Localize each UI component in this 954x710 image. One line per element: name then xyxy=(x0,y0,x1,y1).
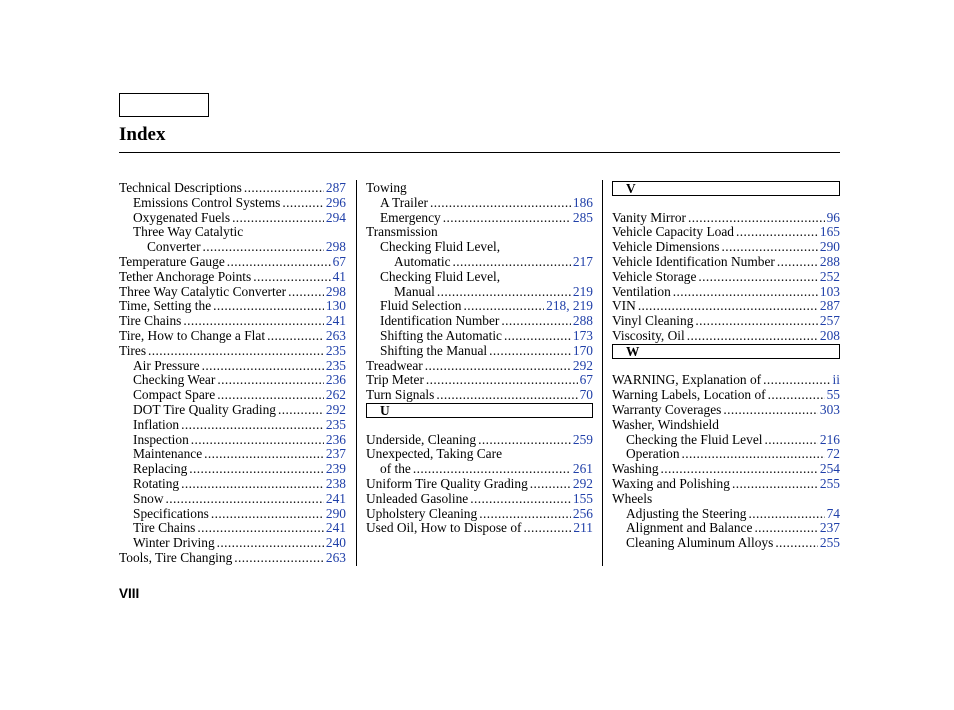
dot-leader xyxy=(775,535,818,550)
dot-leader xyxy=(721,239,817,254)
page-reference-link[interactable]: 290 xyxy=(819,239,840,255)
index-entry[interactable] xyxy=(119,269,346,284)
index-entry-term: Checking Fluid Level, xyxy=(380,239,501,255)
dot-leader xyxy=(523,520,571,535)
letter-header-u xyxy=(366,403,593,418)
index-entry[interactable] xyxy=(147,239,346,254)
dot-leader xyxy=(211,506,324,521)
page-reference-link[interactable]: 165 xyxy=(819,224,840,240)
dot-leader xyxy=(478,432,571,447)
dot-leader xyxy=(768,387,825,402)
index-entry-term: Tools, Tire Changing xyxy=(119,550,233,565)
page-reference-link[interactable]: 155 xyxy=(572,490,593,506)
index-entry[interactable] xyxy=(133,402,346,417)
dot-leader xyxy=(754,520,817,535)
index-entry-term: Tire, How to Change a Flat xyxy=(119,328,266,343)
index-entry-term: Vehicle Capacity Load xyxy=(612,224,734,240)
page-reference-link[interactable]: 219 xyxy=(572,283,593,299)
index-entry-term: Adjusting the Steering xyxy=(626,505,747,521)
page-reference-link[interactable]: 72 xyxy=(826,446,840,462)
page-reference-link[interactable]: 292 xyxy=(572,476,593,491)
index-entry[interactable] xyxy=(133,417,346,432)
index-entry[interactable] xyxy=(626,506,840,521)
index-entry-term: Checking Wear xyxy=(133,372,216,388)
index-entry[interactable] xyxy=(119,343,346,358)
index-entry-term: Tire Chains xyxy=(133,520,196,536)
page-reference-link[interactable]: 255 xyxy=(819,476,840,491)
page-reference-link[interactable]: 218, 219 xyxy=(546,298,593,314)
section-tab-box xyxy=(119,93,209,117)
page-reference-link[interactable]: 287 xyxy=(819,298,840,314)
index-entry[interactable] xyxy=(133,506,346,521)
index-entry-term: Vehicle Dimensions xyxy=(612,239,720,255)
index-entry[interactable] xyxy=(612,224,840,239)
index-entry-term: Fluid Selection xyxy=(380,298,462,314)
dot-leader xyxy=(489,343,571,358)
dot-leader xyxy=(413,461,571,476)
index-entry[interactable] xyxy=(366,506,593,521)
column-divider-1 xyxy=(356,180,357,566)
page-reference-link[interactable]: 216 xyxy=(819,431,840,447)
index-entry-term: Unexpected, Taking Care xyxy=(366,446,503,462)
index-entry-term: Temperature Gauge xyxy=(119,254,225,269)
page-reference-link[interactable]: 173 xyxy=(572,328,593,343)
page-reference-link[interactable]: 256 xyxy=(572,505,593,521)
index-entry[interactable] xyxy=(380,461,593,476)
index-entry-term: Technical Descriptions xyxy=(119,180,242,195)
page-title: Index xyxy=(119,124,166,145)
index-entry-term: Three Way Catalytic Converter xyxy=(119,283,287,299)
index-entry-term: Emissions Control Systems xyxy=(133,194,281,210)
index-entry-term: Vanity Mirror xyxy=(612,209,687,225)
page-reference-link[interactable]: 287 xyxy=(325,180,346,195)
dot-leader xyxy=(777,254,818,269)
index-entry[interactable] xyxy=(380,313,593,328)
page-reference-link[interactable]: 263 xyxy=(325,550,346,565)
dot-leader xyxy=(530,476,571,491)
index-entry[interactable] xyxy=(133,535,346,550)
page-reference-link[interactable]: 70 xyxy=(579,387,593,403)
dot-leader xyxy=(470,491,571,506)
index-entry-term: Used Oil, How to Dispose of xyxy=(366,520,522,536)
dot-leader xyxy=(698,269,818,284)
dot-leader xyxy=(453,254,571,269)
page-reference-link[interactable]: 298 xyxy=(325,239,346,255)
dot-leader xyxy=(183,313,324,328)
dot-leader xyxy=(203,239,324,254)
dot-leader xyxy=(764,432,817,447)
index-entry-term: Vehicle Identification Number xyxy=(612,254,775,269)
page-reference-link[interactable]: 186 xyxy=(572,194,593,210)
letter-header-label: V xyxy=(626,181,636,196)
index-entry[interactable] xyxy=(366,491,593,506)
page-reference-link[interactable]: 290 xyxy=(325,505,346,521)
index-entry-term: Tether Anchorage Points xyxy=(119,268,252,284)
index-entry[interactable] xyxy=(366,476,593,491)
index-entry-term: Snow xyxy=(133,490,164,506)
index-entry[interactable] xyxy=(133,372,346,387)
index-entry-term: Washer, Windshield xyxy=(612,416,719,432)
page-reference-link[interactable]: 235 xyxy=(325,416,346,432)
page-reference-link[interactable]: 103 xyxy=(819,283,840,299)
index-entry-term: Converter xyxy=(147,239,201,255)
page-reference-link[interactable]: 288 xyxy=(819,254,840,269)
index-entry[interactable] xyxy=(133,387,346,402)
index-entry[interactable] xyxy=(612,328,840,343)
index-entry xyxy=(612,491,840,506)
dot-leader xyxy=(638,298,818,313)
dot-leader xyxy=(217,372,324,387)
page-reference-link[interactable]: 254 xyxy=(819,461,840,477)
index-entry-term: Replacing xyxy=(133,461,188,477)
index-entry[interactable] xyxy=(612,387,840,402)
index-entry[interactable] xyxy=(612,298,840,313)
page-reference-link[interactable]: 237 xyxy=(819,520,840,536)
page-reference-link[interactable]: 285 xyxy=(572,209,593,225)
index-entry[interactable] xyxy=(366,372,593,387)
dot-leader xyxy=(244,180,324,195)
dot-leader xyxy=(673,284,818,299)
page-reference-link[interactable]: 241 xyxy=(325,520,346,536)
index-entry[interactable] xyxy=(380,328,593,343)
index-entry[interactable] xyxy=(119,313,346,328)
dot-leader xyxy=(253,269,330,284)
dot-leader xyxy=(463,298,544,313)
index-entry[interactable] xyxy=(366,387,593,402)
index-entry[interactable] xyxy=(626,432,840,447)
index-entry-term: Alignment and Balance xyxy=(626,520,753,536)
page-reference-link[interactable]: 55 xyxy=(826,387,840,403)
page-reference-link[interactable]: 303 xyxy=(819,402,840,417)
page-reference-link[interactable]: 257 xyxy=(819,313,840,329)
dot-leader xyxy=(227,254,331,269)
index-entry-term: Identification Number xyxy=(380,313,500,329)
index-entry xyxy=(380,239,593,254)
dot-leader xyxy=(267,328,324,343)
page-reference-link[interactable]: 217 xyxy=(572,254,593,269)
index-entry-term: of the xyxy=(380,461,411,477)
index-entry-term: Vinyl Cleaning xyxy=(612,313,694,329)
dot-leader xyxy=(736,224,818,239)
index-entry[interactable] xyxy=(133,210,346,225)
index-entry-term: Turn Signals xyxy=(366,387,435,403)
index-entry xyxy=(133,224,346,239)
index-entry[interactable] xyxy=(366,520,593,535)
column-divider-2 xyxy=(602,180,603,566)
dot-leader xyxy=(682,446,825,461)
index-entry[interactable] xyxy=(612,239,840,254)
index-entry-term: Treadwear xyxy=(366,357,423,373)
dot-leader xyxy=(695,313,818,328)
index-entry xyxy=(366,224,593,239)
letter-header-label: W xyxy=(626,343,640,359)
index-entry[interactable] xyxy=(612,313,840,328)
index-entry-term: Tire Chains xyxy=(119,313,182,329)
index-entry-term: Specifications xyxy=(133,505,209,521)
index-entry[interactable] xyxy=(612,269,840,284)
index-entry-term: Unleaded Gasoline xyxy=(366,490,469,506)
page-reference-link[interactable]: 298 xyxy=(325,283,346,299)
dot-leader xyxy=(426,372,578,387)
index-entry xyxy=(612,417,840,432)
index-entry-term: Compact Spare xyxy=(133,387,216,403)
page-reference-link[interactable]: 292 xyxy=(325,402,346,417)
title-rule xyxy=(119,152,840,153)
page-reference-link[interactable]: 294 xyxy=(325,209,346,225)
index-entry[interactable] xyxy=(612,254,840,269)
dot-leader xyxy=(204,446,324,461)
index-entry[interactable] xyxy=(366,432,593,447)
index-entry[interactable] xyxy=(612,372,840,387)
index-entry xyxy=(366,180,593,195)
page-reference-link[interactable]: 236 xyxy=(325,372,346,388)
index-entry-term: Transmission xyxy=(366,224,438,240)
dot-leader xyxy=(661,461,818,476)
index-entry[interactable] xyxy=(612,402,840,417)
index-entry[interactable] xyxy=(626,520,840,535)
index-entry-term: Waxing and Polishing xyxy=(612,476,730,491)
index-entry[interactable] xyxy=(133,358,346,373)
index-entry-term: Upholstery Cleaning xyxy=(366,505,478,521)
index-entry-term: Checking the Fluid Level xyxy=(626,431,763,447)
index-entry-term: Viscosity, Oil xyxy=(612,328,685,343)
index-entry xyxy=(380,269,593,284)
dot-leader xyxy=(443,210,571,225)
index-entry-term: Inflation xyxy=(133,416,180,432)
page-reference-link[interactable]: 255 xyxy=(819,535,840,551)
page-reference-link[interactable]: 237 xyxy=(325,446,346,462)
dot-leader xyxy=(288,284,324,299)
page-reference-link[interactable]: 236 xyxy=(325,431,346,447)
index-entry[interactable] xyxy=(119,284,346,299)
page-reference-link[interactable]: 262 xyxy=(325,387,346,403)
index-entry[interactable] xyxy=(119,550,346,565)
dot-leader xyxy=(232,210,324,225)
index-entry-term: Shifting the Manual xyxy=(380,342,488,358)
page-reference-link[interactable]: 263 xyxy=(325,328,346,343)
index-entry[interactable] xyxy=(366,358,593,373)
dot-leader xyxy=(181,417,324,432)
page-reference-link[interactable]: 67 xyxy=(579,372,593,388)
dot-leader xyxy=(181,476,324,491)
index-entry-term: Warning Labels, Location of xyxy=(612,387,766,403)
index-entry[interactable] xyxy=(119,298,346,313)
dot-leader xyxy=(501,313,571,328)
index-entry[interactable] xyxy=(133,195,346,210)
index-entry-term: Warranty Coverages xyxy=(612,402,722,417)
index-entry[interactable] xyxy=(626,535,840,550)
letter-header-w xyxy=(612,344,840,359)
index-entry[interactable] xyxy=(380,195,593,210)
dot-leader xyxy=(197,520,324,535)
dot-leader xyxy=(763,372,830,387)
index-entry-term: Three Way Catalytic xyxy=(133,224,244,240)
index-entry-term: Manual xyxy=(394,283,435,299)
page-reference-link[interactable]: 238 xyxy=(325,476,346,491)
index-entry[interactable] xyxy=(380,210,593,225)
index-entry-term: Inspection xyxy=(133,431,189,447)
index-entry[interactable] xyxy=(133,476,346,491)
index-entry[interactable] xyxy=(394,254,593,269)
page-reference-link[interactable]: 74 xyxy=(826,505,840,521)
index-entry[interactable] xyxy=(133,491,346,506)
index-entry-term: Checking Fluid Level, xyxy=(380,268,501,284)
page-reference-link[interactable]: 252 xyxy=(819,268,840,284)
index-entry-term: Tires xyxy=(119,342,147,358)
index-entry-term: Air Pressure xyxy=(133,357,200,373)
dot-leader xyxy=(282,195,324,210)
dot-leader xyxy=(688,210,825,225)
index-entry-term: Oxygenated Fuels xyxy=(133,209,231,225)
page-reference-link[interactable]: 261 xyxy=(572,461,593,477)
page-reference-link[interactable]: 130 xyxy=(325,298,346,314)
index-entry-term: Rotating xyxy=(133,476,180,491)
index-entry-term: DOT Tire Quality Grading xyxy=(133,402,276,417)
index-entry[interactable] xyxy=(119,180,346,195)
page-reference-link[interactable]: 96 xyxy=(826,209,840,225)
dot-leader xyxy=(202,358,324,373)
index-entry-term: Uniform Tire Quality Grading xyxy=(366,476,528,491)
index-entry-term: Operation xyxy=(626,446,680,462)
dot-leader xyxy=(217,387,324,402)
index-entry[interactable] xyxy=(119,254,346,269)
index-entry-term: Winter Driving xyxy=(133,535,215,551)
index-entry xyxy=(366,446,593,461)
index-entry-term: WARNING, Explanation of xyxy=(612,372,762,388)
index-entry-term: Shifting the Automatic xyxy=(380,328,502,343)
page-reference-link[interactable]: 211 xyxy=(573,520,593,536)
dot-leader xyxy=(189,461,324,476)
dot-leader xyxy=(504,328,571,343)
dot-leader xyxy=(234,550,324,565)
index-entry-term: Emergency xyxy=(380,209,441,225)
index-entry[interactable] xyxy=(612,461,840,476)
page-number: VIII xyxy=(119,586,140,601)
page-reference-link[interactable]: 235 xyxy=(325,357,346,373)
page-reference-link[interactable]: 170 xyxy=(572,342,593,358)
page-reference-link[interactable]: 241 xyxy=(325,313,346,329)
index-entry[interactable] xyxy=(119,328,346,343)
index-entry[interactable] xyxy=(612,210,840,225)
index-entry-term: Wheels xyxy=(612,490,653,506)
dot-leader xyxy=(148,343,324,358)
index-entry[interactable] xyxy=(133,461,346,476)
dot-leader xyxy=(213,298,324,313)
page-reference-link[interactable]: 67 xyxy=(332,254,346,269)
dot-leader xyxy=(437,284,571,299)
page-reference-link[interactable]: 259 xyxy=(572,431,593,447)
index-entry[interactable] xyxy=(133,520,346,535)
index-entry-term: Washing xyxy=(612,461,659,477)
index-entry[interactable] xyxy=(380,343,593,358)
dot-leader xyxy=(687,328,818,343)
page-reference-link[interactable]: 41 xyxy=(332,268,346,284)
index-entry[interactable] xyxy=(626,446,840,461)
dot-leader xyxy=(430,195,571,210)
letter-header-v xyxy=(612,181,840,196)
index-entry-term: Maintenance xyxy=(133,446,203,462)
dot-leader xyxy=(436,387,577,402)
index-entry[interactable] xyxy=(612,476,840,491)
dot-leader xyxy=(278,402,324,417)
page-reference-link[interactable]: 292 xyxy=(572,357,593,373)
page-reference-link[interactable]: 240 xyxy=(325,535,346,551)
dot-leader xyxy=(479,506,571,521)
dot-leader xyxy=(217,535,324,550)
letter-header-label: U xyxy=(380,403,390,418)
page-reference-link[interactable]: 235 xyxy=(325,342,346,358)
index-entry-term: Automatic xyxy=(394,254,451,269)
dot-leader xyxy=(749,506,825,521)
index-entry-term: Vehicle Storage xyxy=(612,268,697,284)
dot-leader xyxy=(166,491,324,506)
dot-leader xyxy=(723,402,818,417)
index-entry-term: A Trailer xyxy=(380,194,428,210)
index-entry-term: Time, Setting the xyxy=(119,298,212,314)
index-entry-term: Ventilation xyxy=(612,283,671,299)
page-reference-link[interactable]: 241 xyxy=(325,490,346,506)
dot-leader xyxy=(732,476,818,491)
index-entry[interactable] xyxy=(133,432,346,447)
index-entry[interactable] xyxy=(394,284,593,299)
page-reference-link[interactable]: 296 xyxy=(325,194,346,210)
dot-leader xyxy=(425,358,571,373)
index-entry[interactable] xyxy=(612,284,840,299)
index-entry[interactable] xyxy=(133,446,346,461)
index-entry-term: Towing xyxy=(366,180,407,195)
dot-leader xyxy=(191,432,324,447)
page-reference-link[interactable]: 208 xyxy=(819,328,840,343)
index-entry-term: Underside, Cleaning xyxy=(366,431,477,447)
page-reference-link[interactable]: 288 xyxy=(572,313,593,329)
index-entry[interactable] xyxy=(380,298,593,313)
index-entry-term: Trip Meter xyxy=(366,372,424,388)
page-reference-link[interactable]: 239 xyxy=(325,461,346,477)
index-entry-term: VIN xyxy=(612,298,636,314)
index-entry-term: Cleaning Aluminum Alloys xyxy=(626,535,774,551)
page-reference-link[interactable]: ii xyxy=(832,372,840,388)
